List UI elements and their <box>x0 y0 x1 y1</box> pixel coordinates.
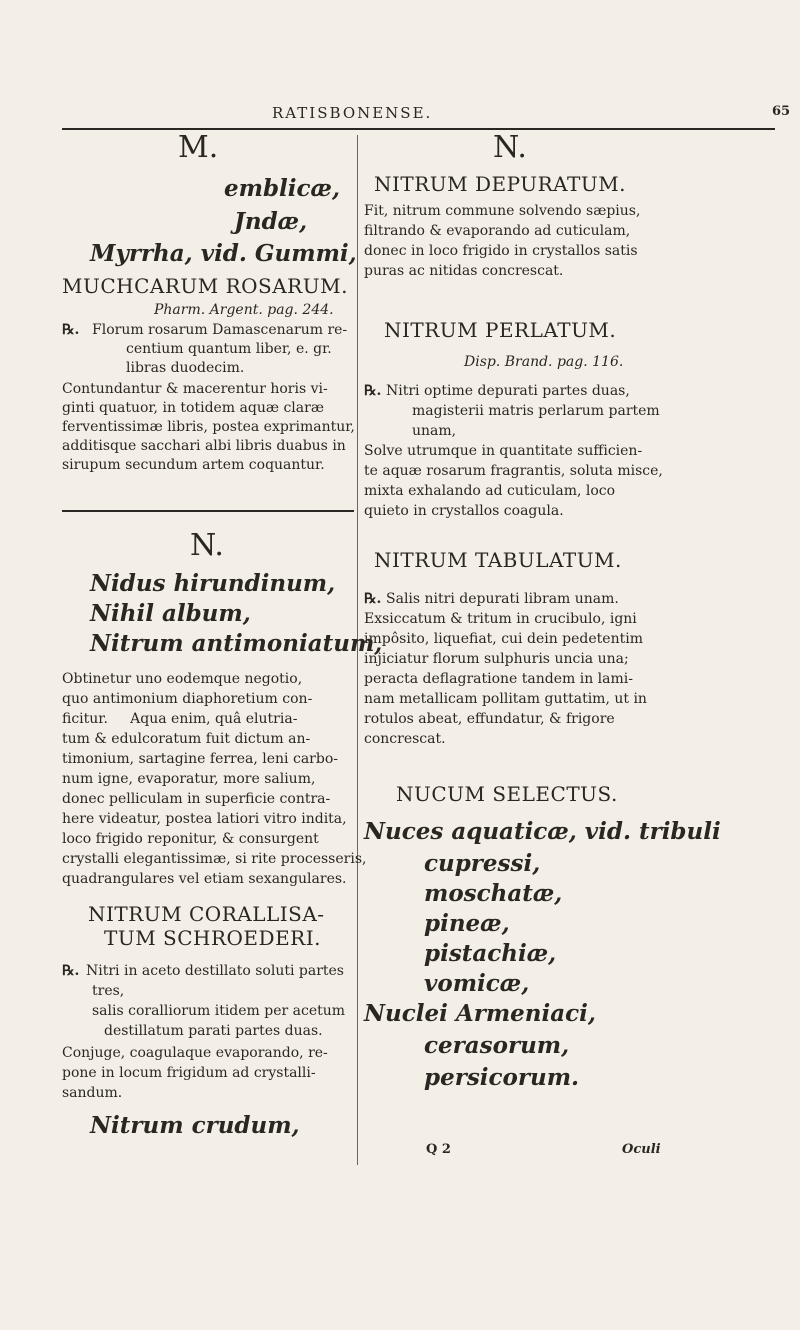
recipe-symbol: ℞. <box>62 963 80 979</box>
section-letter-m: M. <box>178 130 219 165</box>
tabulatum-body-line: concrescat. <box>364 731 446 747</box>
corallisatum-ingredient-line: tres, <box>92 983 125 999</box>
tabulatum-body-line: impôsito, liquefiat, cui dein pedetentim <box>364 631 643 647</box>
perlatum-body-line: te aquæ rosarum fragrantis, soluta misce, <box>364 463 663 479</box>
perlatum-ingredient-line: Nitri optime depurati partes duas, <box>386 383 630 399</box>
entry-nidus: Nidus hirundinum, <box>90 570 336 597</box>
antimoniatum-body-line: ficitur. Aqua enim, quâ elutria- <box>62 711 298 727</box>
recipe-symbol: ℞. <box>62 322 80 338</box>
perlatum-ingredient-line: unam, <box>412 423 457 439</box>
entry-pistachiae: pistachiæ, <box>424 940 557 967</box>
muchcarum-body-line: ginti quatuor, in totidem aquæ claræ <box>62 400 324 416</box>
section-rule <box>62 510 354 512</box>
corallisatum-title-line: NITRUM CORALLISA- <box>88 902 325 926</box>
muchcarum-body-line: Contundantur & macerentur horis vi- <box>62 381 328 397</box>
muchcarum-body-line: sirupum secundum artem coquantur. <box>62 457 325 473</box>
perlatum-title: NITRUM PERLATUM. <box>384 318 617 342</box>
antimoniatum-body-line: quadrangulares vel etiam sexangulares. <box>62 871 347 887</box>
corallisatum-title-line: TUM SCHROEDERI. <box>104 926 321 950</box>
entry-moschatae: moschatæ, <box>424 880 563 907</box>
corallisatum-ingredient-line: Nitri in aceto destillato soluti partes <box>86 963 344 979</box>
entry-cerasorum: cerasorum, <box>424 1032 570 1059</box>
antimoniatum-body-line: donec pelliculam in superficie contra- <box>62 791 331 807</box>
perlatum-ingredient-line: magisterii matris perlarum partem <box>412 403 660 419</box>
depuratum-body-line: donec in loco frigido in crystallos satis <box>364 243 638 259</box>
muchcarum-ingredient-line: libras duodecim. <box>126 360 245 376</box>
perlatum-body-line: mixta exhalando ad cuticulam, loco <box>364 483 616 499</box>
section-letter-n: N. <box>190 528 224 563</box>
muchcarum-reference: Pharm. Argent. pag. 244. <box>154 302 334 318</box>
nucum-title: NUCUM SELECTUS. <box>396 782 618 806</box>
perlatum-body-line: quieto in crystallos coagula. <box>364 503 564 519</box>
antimoniatum-body-line: timonium, sartagine ferrea, leni carbo- <box>62 751 338 767</box>
tabulatum-title: NITRUM TABULATUM. <box>374 548 622 572</box>
muchcarum-body-line: additisque sacchari albi libris duabus in <box>62 438 346 454</box>
entry-nitrum-crudum: Nitrum crudum, <box>90 1112 300 1139</box>
muchcarum-ingredient-line: centium quantum liber, e. gr. <box>126 341 332 357</box>
antimoniatum-body-line: here videatur, postea latiori vitro indita, <box>62 811 347 827</box>
entry-pineae: pineæ, <box>424 910 510 937</box>
catchword: Oculi <box>622 1142 661 1157</box>
signature-mark: Q 2 <box>426 1142 451 1157</box>
muchcarum-body-line: ferventissimæ libris, postea exprimantur, <box>62 419 355 435</box>
perlatum-body-line: Solve utrumque in quantitate sufficien- <box>364 443 643 459</box>
tabulatum-body-line: nam metallicam pollitam guttatim, ut in <box>364 691 647 707</box>
entry-persicorum: persicorum. <box>424 1064 580 1091</box>
antimoniatum-body-line: crystalli elegantissimæ, si rite processeris, <box>62 851 367 867</box>
corallisatum-ingredient-line: destillatum parati partes duas. <box>104 1023 323 1039</box>
corallisatum-ingredient-line: salis coralliorum itidem per acetum <box>92 1003 346 1019</box>
running-title: RATISBONENSE. <box>272 104 433 122</box>
corallisatum-body-line: Conjuge, coagulaque evaporando, re- <box>62 1045 328 1061</box>
entry-nuclei-armeniaci: Nuclei Armeniaci, <box>364 1000 596 1027</box>
entry-nihil: Nihil album, <box>90 600 251 627</box>
tabulatum-body-line: Salis nitri depurati libram unam. <box>386 591 619 607</box>
tabulatum-body-line: Exsiccatum & tritum in crucibulo, igni <box>364 611 637 627</box>
muchcarum-title: MUCHCARUM ROSARUM. <box>62 274 348 298</box>
muchcarum-ingredient-line: Florum rosarum Damascenarum re- <box>92 322 348 338</box>
entry-cupressi: cupressi, <box>424 850 541 877</box>
antimoniatum-body-line: num igne, evaporatur, more salium, <box>62 771 316 787</box>
entry-emblicae: emblicæ, <box>224 175 340 202</box>
entry-vomicae: vomicæ, <box>424 970 530 997</box>
recipe-symbol: ℞. <box>364 591 382 607</box>
entry-myrrha: Myrrha, vid. Gummi, <box>90 240 357 267</box>
antimoniatum-body-line: Obtinetur uno eodemque negotio, <box>62 671 303 687</box>
antimoniatum-body-line: loco frigido reponitur, & consurgent <box>62 831 319 847</box>
antimoniatum-body-line: quo antimonium diaphoretium con- <box>62 691 313 707</box>
corallisatum-body-line: pone in locum frigidum ad crystalli- <box>62 1065 316 1081</box>
entry-nuces-aquaticae: Nuces aquaticæ, vid. tribuli <box>364 818 721 845</box>
entry-nitrum-antimoniatum: Nitrum antimoniatum, <box>90 630 383 657</box>
antimoniatum-body-line: tum & edulcoratum fuit dictum an- <box>62 731 311 747</box>
section-letter-n: N. <box>493 130 527 165</box>
depuratum-body-line: filtrando & evaporando ad cuticulam, <box>364 223 631 239</box>
page-number: 65 <box>772 104 791 119</box>
tabulatum-body-line: rotulos abeat, effundatur, & frigore <box>364 711 615 727</box>
depuratum-body-line: Fit, nitrum commune solvendo sæpius, <box>364 203 641 219</box>
entry-indae: Jndæ, <box>234 208 308 235</box>
tabulatum-body-line: peracta deflagratione tandem in lami- <box>364 671 633 687</box>
depuratum-body-line: puras ac nitidas concrescat. <box>364 263 564 279</box>
tabulatum-body-line: injiciatur florum sulphuris uncia una; <box>364 651 629 667</box>
recipe-symbol: ℞. <box>364 383 382 399</box>
depuratum-title: NITRUM DEPURATUM. <box>374 172 627 196</box>
perlatum-reference: Disp. Brand. pag. 116. <box>464 354 624 370</box>
corallisatum-body-line: sandum. <box>62 1085 123 1101</box>
header-rule <box>62 128 775 130</box>
